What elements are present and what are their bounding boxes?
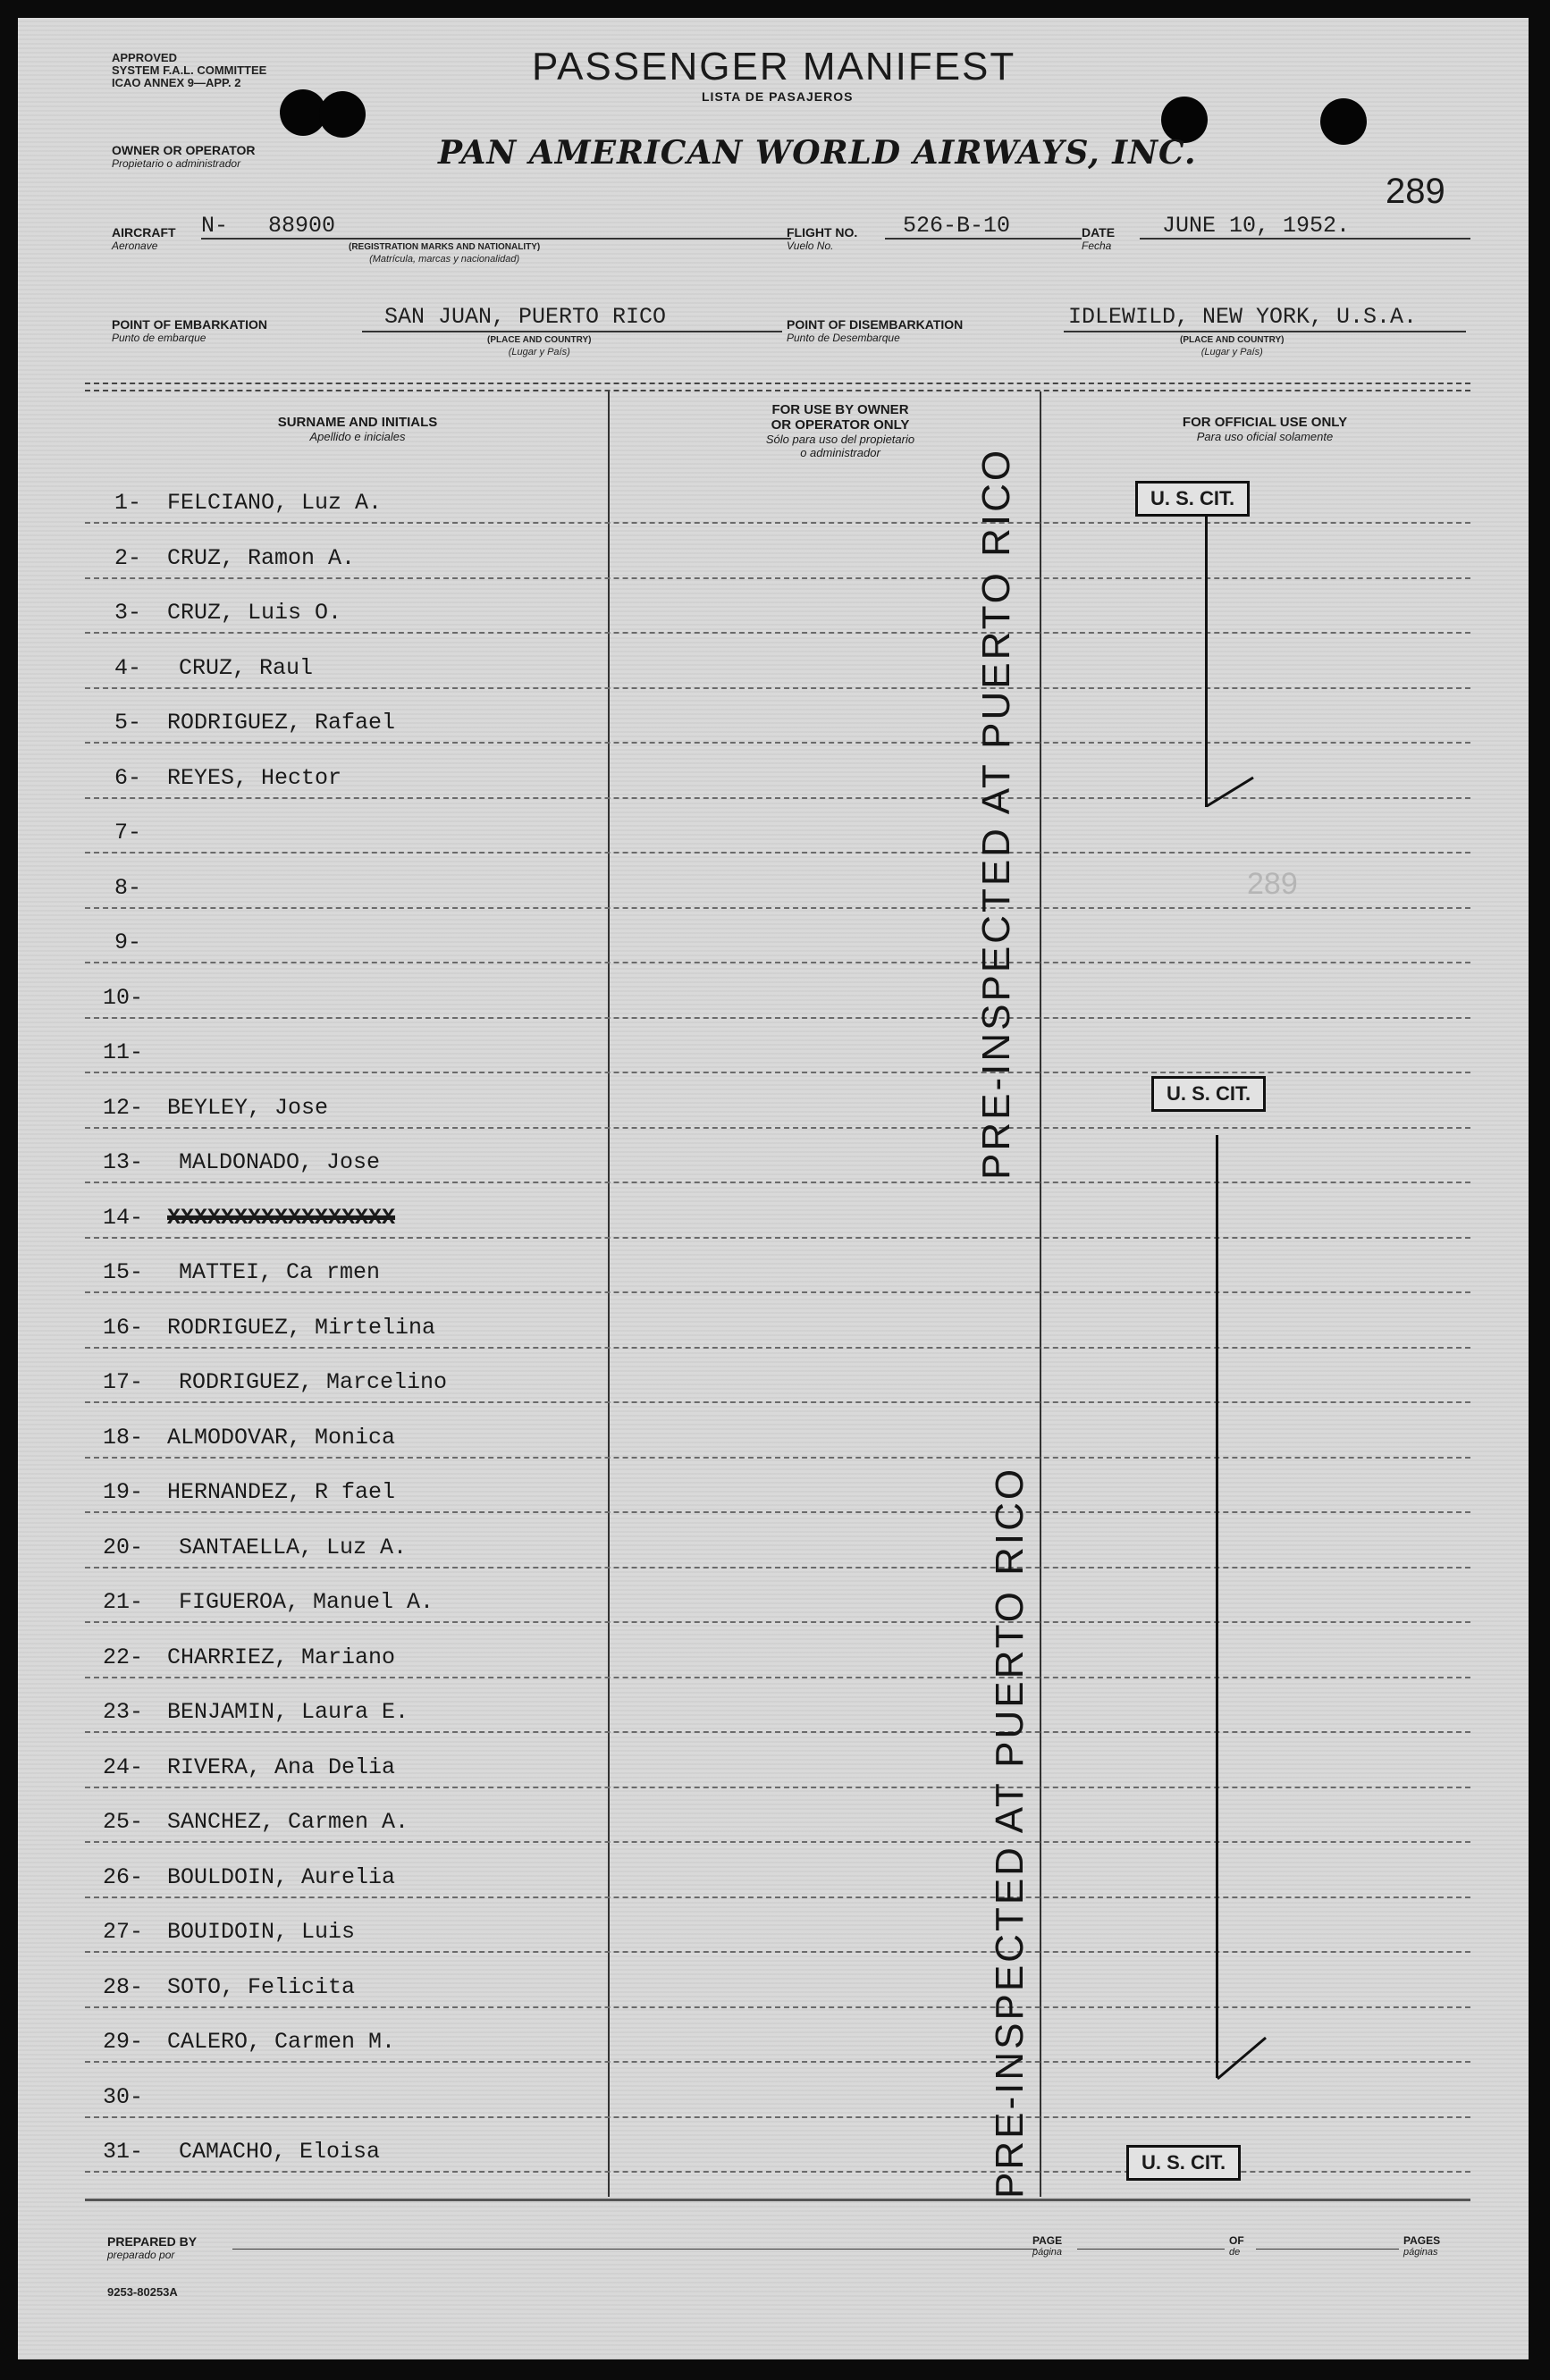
passenger-name: XXXXXXXXXXXXXXXXX xyxy=(167,1205,396,1231)
header-separator xyxy=(85,390,1470,391)
us-cit-stamp: U. S. CIT. xyxy=(1151,1076,1266,1112)
page-label-es: página xyxy=(1032,2247,1063,2258)
table-row xyxy=(18,702,1529,756)
page-subtitle: LISTA DE PASAJEROS xyxy=(702,89,854,104)
table-row xyxy=(18,483,1529,536)
of-label: OF xyxy=(1229,2234,1244,2247)
embarkation-underline xyxy=(362,331,782,332)
page-label: PAGE xyxy=(1032,2234,1063,2247)
table-row xyxy=(18,1802,1529,1855)
row-rule xyxy=(85,1621,1470,1623)
row-rule xyxy=(85,1401,1470,1403)
row-rule xyxy=(85,687,1470,689)
embarkation-label-es: Punto de embarque xyxy=(112,332,206,344)
table-row xyxy=(18,2022,1529,2075)
embarkation-label: POINT OF EMBARKATION xyxy=(112,317,267,332)
row-number: 5- xyxy=(114,710,142,736)
row-rule xyxy=(85,1511,1470,1513)
row-number: 12- xyxy=(103,1095,144,1121)
passenger-name: MALDONADO, Jose xyxy=(179,1149,381,1175)
page-underline xyxy=(1077,2249,1225,2250)
aircraft-caption xyxy=(349,241,540,265)
passenger-name: SOTO, Felicita xyxy=(167,1974,356,2000)
row-number: 10- xyxy=(103,985,144,1011)
passenger-name: BOULDOIN, Aurelia xyxy=(167,1864,396,1890)
pages-field xyxy=(1403,2234,1440,2258)
owner-label-block xyxy=(112,143,256,170)
row-rule xyxy=(85,1841,1470,1843)
passenger-name: BENJAMIN, Laura E. xyxy=(167,1699,409,1725)
approved-note xyxy=(112,52,266,89)
passenger-name: CRUZ, Ramon A. xyxy=(167,545,356,571)
flight-underline xyxy=(885,238,1082,240)
row-number: 31- xyxy=(103,2139,144,2165)
owner-label: OWNER OR OPERATOR xyxy=(112,143,256,157)
carrier-name: PAN AMERICAN WORLD AIRWAYS, INC. xyxy=(438,134,1197,172)
table-row xyxy=(18,978,1529,1031)
form-code: 9253-80253A xyxy=(107,2285,178,2299)
col-header-official xyxy=(1059,415,1470,443)
row-number: 2- xyxy=(114,545,142,571)
table-row xyxy=(18,1088,1529,1141)
prepared-by-block xyxy=(107,2234,197,2261)
flight-label-es: Vuelo No. xyxy=(787,240,834,252)
flight-label: FLIGHT NO. xyxy=(787,225,858,240)
passenger-name: FELCIANO, Luz A. xyxy=(167,490,383,516)
table-bottom-rule xyxy=(85,2199,1470,2201)
row-number: 13- xyxy=(103,1149,144,1175)
prepared-by-underline xyxy=(232,2249,1037,2250)
passenger-name: BEYLEY, Jose xyxy=(167,1095,329,1121)
row-rule xyxy=(85,1677,1470,1678)
row-number: 29- xyxy=(103,2029,144,2055)
table-row xyxy=(18,1747,1529,1801)
col-official-label: FOR OFFICIAL USE ONLY xyxy=(1182,415,1348,430)
table-row xyxy=(18,1912,1529,1965)
passenger-name: RIVERA, Ana Delia xyxy=(167,1754,396,1780)
header-separator xyxy=(85,383,1470,384)
bracket-line xyxy=(1216,1135,1218,2078)
embarkation-label-block xyxy=(112,317,267,344)
table-row xyxy=(18,1198,1529,1251)
passenger-name: CRUZ, Luis O. xyxy=(167,600,342,626)
row-number: 6- xyxy=(114,765,142,791)
col-owner-label-es: Sólo para uso del propietario xyxy=(765,433,915,446)
passenger-name: CAMACHO, Eloisa xyxy=(179,2139,381,2165)
disembarkation-label-es: Punto de Desembarque xyxy=(787,332,900,344)
table-row xyxy=(18,1582,1529,1636)
passenger-name: FIGUEROA, Manuel A. xyxy=(179,1589,434,1615)
prepared-by-label-es: preparado por xyxy=(107,2249,175,2261)
approved-line: ICAO ANNEX 9—APP. 2 xyxy=(112,76,241,89)
row-number: 9- xyxy=(114,929,142,955)
aircraft-underline xyxy=(201,238,791,240)
us-cit-stamp: U. S. CIT. xyxy=(1126,2145,1241,2181)
row-rule xyxy=(85,1072,1470,1073)
passenger-name: CHARRIEZ, Mariano xyxy=(167,1644,396,1670)
passenger-name: RODRIGUEZ, Marcelino xyxy=(179,1369,448,1395)
row-rule xyxy=(85,2006,1470,2008)
table-row xyxy=(18,1417,1529,1471)
disembarkation-label: POINT OF DISEMBARKATION xyxy=(787,317,964,332)
approved-line: APPROVED xyxy=(112,51,177,64)
row-rule xyxy=(85,632,1470,634)
row-rule xyxy=(85,1017,1470,1019)
col-owner-label-es: o administrador xyxy=(800,446,880,459)
row-rule xyxy=(85,1127,1470,1129)
row-rule xyxy=(85,577,1470,579)
row-number: 8- xyxy=(114,875,142,901)
passenger-name: REYES, Hector xyxy=(167,765,342,791)
passenger-name: RODRIGUEZ, Mirtelina xyxy=(167,1315,436,1341)
table-row xyxy=(18,1527,1529,1581)
passenger-name: CRUZ, Raul xyxy=(179,655,314,681)
disembarkation-label-block xyxy=(787,317,963,344)
table-row xyxy=(18,812,1529,866)
aircraft-label-es: Aeronave xyxy=(112,240,158,252)
row-rule xyxy=(85,2171,1470,2173)
of-underline xyxy=(1256,2249,1399,2250)
aircraft-label: AIRCRAFT xyxy=(112,225,176,240)
row-rule xyxy=(85,1237,1470,1239)
row-number: 21- xyxy=(103,1589,144,1615)
disembarkation-underline xyxy=(1064,331,1466,332)
passenger-name: CALERO, Carmen M. xyxy=(167,2029,396,2055)
disembarkation-caption-en: (PLACE AND COUNTRY) xyxy=(1180,335,1285,345)
page-number: 289 xyxy=(1386,172,1445,211)
row-number: 15- xyxy=(103,1259,144,1285)
prepared-by-label: PREPARED BY xyxy=(107,2234,198,2249)
manifest-sheet xyxy=(18,18,1529,2359)
passenger-name: MATTEI, Ca rmen xyxy=(179,1259,381,1285)
table-row xyxy=(18,1252,1529,1306)
table-row xyxy=(18,1472,1529,1526)
faded-page-number: 289 xyxy=(1247,867,1298,901)
row-rule xyxy=(85,797,1470,799)
passenger-name: SANTAELLA, Luz A. xyxy=(179,1535,408,1560)
table-row xyxy=(18,758,1529,812)
col-surname-label-es: Apellido e iniciales xyxy=(309,430,406,443)
table-row xyxy=(18,1142,1529,1196)
table-row xyxy=(18,1308,1529,1361)
of-field xyxy=(1229,2234,1244,2258)
pages-label: PAGES xyxy=(1403,2234,1441,2247)
us-cit-stamp: U. S. CIT. xyxy=(1135,481,1250,517)
table-row xyxy=(18,922,1529,976)
embarkation-caption xyxy=(487,334,591,358)
table-row xyxy=(18,538,1529,592)
row-rule xyxy=(85,1182,1470,1183)
row-number: 11- xyxy=(103,1039,144,1065)
table-row xyxy=(18,1857,1529,1911)
reg-caption-es: (Matrícula, marcas y nacionalidad) xyxy=(369,254,520,265)
row-rule xyxy=(85,1951,1470,1953)
owner-label-es: Propietario o administrador xyxy=(112,157,241,170)
bracket-hook xyxy=(1210,2029,1273,2082)
row-rule xyxy=(85,1457,1470,1459)
table-row xyxy=(18,868,1529,921)
row-number: 22- xyxy=(103,1644,144,1670)
row-number: 18- xyxy=(103,1425,144,1451)
row-number: 4- xyxy=(114,655,142,681)
table-row xyxy=(18,1967,1529,2021)
passenger-name: BOUIDOIN, Luis xyxy=(167,1919,356,1945)
bracket-line xyxy=(1205,517,1208,807)
row-rule xyxy=(85,1731,1470,1733)
disembarkation-caption xyxy=(1180,334,1284,358)
row-rule xyxy=(85,2116,1470,2118)
date-label: DATE xyxy=(1082,225,1116,240)
aircraft-label-block xyxy=(112,225,176,252)
row-rule xyxy=(85,1291,1470,1293)
row-rule xyxy=(85,852,1470,854)
flight-label-block xyxy=(787,225,857,252)
bracket-hook xyxy=(1200,769,1262,813)
preinspected-stamp: PRE-INSPECTED AT PUERTO RICO xyxy=(974,447,1018,1180)
col-official-label-es: Para uso oficial solamente xyxy=(1196,430,1334,443)
row-number: 25- xyxy=(103,1809,144,1835)
row-rule xyxy=(85,962,1470,963)
passenger-name: RODRIGUEZ, Rafael xyxy=(167,710,396,736)
embarkation-caption-es: (Lugar y País) xyxy=(508,347,570,357)
table-row xyxy=(18,2077,1529,2131)
disembarkation-value: IDLEWILD, NEW YORK, U.S.A. xyxy=(1068,304,1418,330)
passenger-name: SANCHEZ, Carmen A. xyxy=(167,1809,409,1835)
table-row xyxy=(18,648,1529,702)
page-field xyxy=(1032,2234,1062,2258)
col-header-surname xyxy=(161,415,554,443)
date-underline xyxy=(1140,238,1470,240)
table-row xyxy=(18,1637,1529,1691)
pages-label-es: páginas xyxy=(1403,2247,1438,2258)
row-number: 27- xyxy=(103,1919,144,1945)
row-number: 26- xyxy=(103,1864,144,1890)
reg-caption: (REGISTRATION MARKS AND NATIONALITY) xyxy=(349,242,541,252)
col-surname-label: SURNAME AND INITIALS xyxy=(277,415,438,430)
row-rule xyxy=(85,522,1470,524)
col-owner-label: OR OPERATOR ONLY xyxy=(771,417,910,433)
date-value: JUNE 10, 1952. xyxy=(1162,213,1351,239)
row-rule xyxy=(85,1787,1470,1788)
disembarkation-caption-es: (Lugar y País) xyxy=(1200,347,1263,357)
row-rule xyxy=(85,742,1470,744)
of-label-es: de xyxy=(1229,2247,1241,2258)
preinspected-stamp: PRE-INSPECTED AT PUERTO RICO xyxy=(988,1466,1032,2199)
row-number: 1- xyxy=(114,490,142,516)
row-number: 30- xyxy=(103,2084,144,2110)
punch-hole xyxy=(319,91,366,138)
date-label-es: Fecha xyxy=(1082,240,1112,252)
embarkation-value: SAN JUAN, PUERTO RICO xyxy=(384,304,667,330)
row-number: 14- xyxy=(103,1205,144,1231)
passenger-name: HERNANDEZ, R fael xyxy=(167,1479,396,1505)
row-number: 16- xyxy=(103,1315,144,1341)
table-row xyxy=(18,1692,1529,1745)
flight-value: 526-B-10 xyxy=(903,213,1011,239)
col-owner-label: FOR USE BY OWNER xyxy=(771,402,909,417)
table-row xyxy=(18,593,1529,646)
approved-line: SYSTEM F.A.L. COMMITTEE xyxy=(112,63,267,77)
page-title: PASSENGER MANIFEST xyxy=(532,45,1016,88)
row-number: 19- xyxy=(103,1479,144,1505)
table-row xyxy=(18,1362,1529,1416)
row-number: 20- xyxy=(103,1535,144,1560)
row-number: 28- xyxy=(103,1974,144,2000)
table-row xyxy=(18,2132,1529,2185)
row-number: 3- xyxy=(114,600,142,626)
row-rule xyxy=(85,1567,1470,1568)
row-rule xyxy=(85,1347,1470,1349)
passenger-name: ALMODOVAR, Monica xyxy=(167,1425,396,1451)
row-number: 17- xyxy=(103,1369,144,1395)
row-number: 7- xyxy=(114,820,142,845)
row-number: 24- xyxy=(103,1754,144,1780)
row-number: 23- xyxy=(103,1699,144,1725)
punch-hole xyxy=(1320,98,1367,145)
embarkation-caption-en: (PLACE AND COUNTRY) xyxy=(487,335,592,345)
row-rule xyxy=(85,1896,1470,1898)
row-rule xyxy=(85,907,1470,909)
aircraft-value: N- 88900 xyxy=(201,213,336,239)
table-row xyxy=(18,1032,1529,1086)
date-label-block xyxy=(1082,225,1115,252)
